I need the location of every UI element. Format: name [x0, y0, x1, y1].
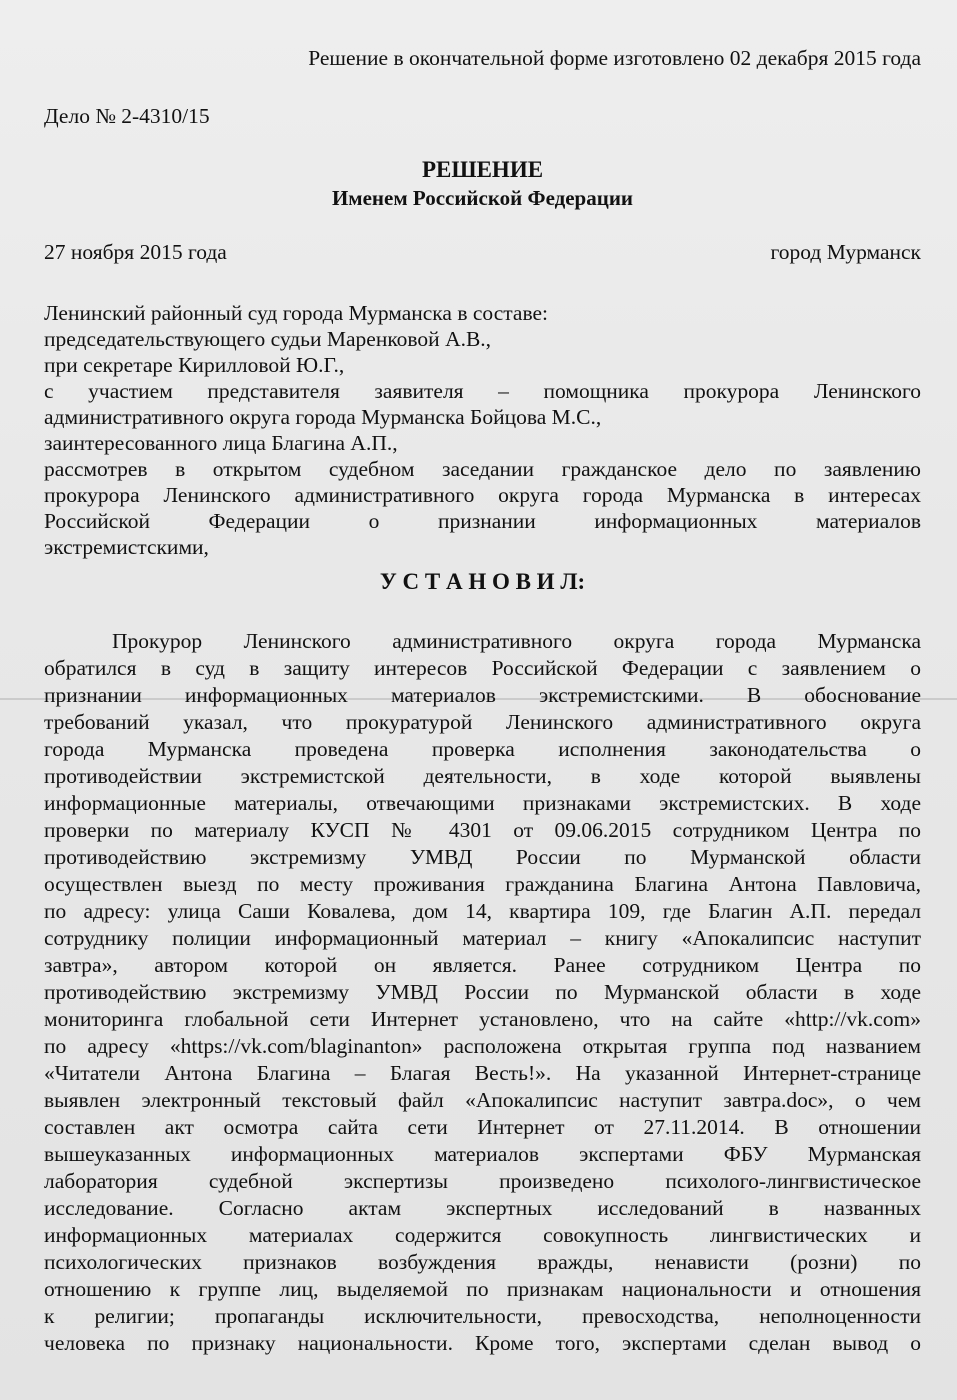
body-line: психологических признаков возбуждения вражды, ненависти (розни) по	[44, 1250, 921, 1274]
body-line: требований указал, что прокуратурой Ленинского административного округа	[44, 710, 921, 734]
body-line: выявлен электронный текстовый файл «Апокалипсис наступит завтра.doc», о чем	[44, 1088, 921, 1112]
header-note: Решение в окончательной форме изготовлено 02 декабря 2015 года	[308, 46, 921, 70]
decision-date: 27 ноября 2015 года	[44, 240, 227, 264]
court-line: Российской Федерации о признании информационных материалов	[44, 509, 921, 533]
body-line: обратился в суд в защиту интересов Российской Федерации с заявлением о	[44, 656, 921, 680]
case-number: Дело № 2-4310/15	[44, 104, 210, 128]
court-line: при секретаре Кирилловой Ю.Г.,	[44, 353, 345, 377]
body-line: противодействии экстремистской деятельности, в ходе которой выявлены	[44, 764, 921, 788]
court-line: председательствующего судьи Маренковой А.В.,	[44, 327, 492, 351]
court-line: рассмотрев в открытом судебном заседании гражданское дело по заявлению	[44, 457, 921, 481]
body-line: отношению к группе лиц, выделяемой по признакам национальности и отношения	[44, 1277, 921, 1301]
court-line: экстремистскими,	[44, 535, 209, 559]
body-line: признании информационных материалов экстремистскими. В обоснование	[44, 683, 921, 707]
body-line: составлен акт осмотра сайта сети Интернет от 27.11.2014. В отношении	[44, 1115, 921, 1139]
body-line: «Читатели Антона Благина – Благая Весть!». На указанной Интернет-странице	[44, 1061, 921, 1085]
court-line: заинтересованного лица Благина А.П.,	[44, 431, 398, 455]
court-line: с участием представителя заявителя – помощника прокурора Ленинского	[44, 379, 921, 403]
body-line: информационные материалы, отвечающими признаками экстремистских. В ходе	[44, 791, 921, 815]
body-line: сотруднику полиции информационный материал – книгу «Апокалипсис наступит	[44, 926, 921, 950]
body-line: противодействию экстремизму УМВД России по Мурманской области в ходе	[44, 980, 921, 1004]
body-line: вышеуказанных информационных материалов экспертами ФБУ Мурманская	[44, 1142, 921, 1166]
section-heading: У С Т А Н О В И Л:	[379, 569, 586, 594]
court-line: прокурора Ленинского административного округа города Мурманска в интересах	[44, 483, 921, 507]
body-line: человека по признаку национальности. Кроме того, экспертами сделан вывод о	[44, 1331, 921, 1355]
document-subtitle: Именем Российской Федерации	[331, 186, 634, 210]
decision-city: город Мурманск	[770, 240, 921, 264]
body-line: по адресу: улица Саши Ковалева, дом 14, квартира 109, где Благин А.П. передал	[44, 899, 921, 923]
court-line: Ленинский районный суд города Мурманска в составе:	[44, 301, 548, 325]
body-line: проверки по материалу КУСП № 4301 от 09.06.2015 сотрудником Центра по	[44, 818, 921, 842]
body-line: информационных материалах содержится совокупность лингвистических и	[44, 1223, 921, 1247]
body-line: исследование. Согласно актам экспертных исследований в названных	[44, 1196, 921, 1220]
document-title: РЕШЕНИЕ	[421, 157, 544, 182]
body-line: по адресу «https://vk.com/blaginanton» расположена открытая группа под названием	[44, 1034, 921, 1058]
body-line: осуществлен выезд по месту проживания гражданина Благина Антона Павловича,	[44, 872, 921, 896]
body-line: лаборатория судебной экспертизы произведено психолого-лингвистическое	[44, 1169, 921, 1193]
court-line: административного округа города Мурманска Бойцова М.С.,	[44, 405, 602, 429]
body-line: Прокурор Ленинского административного округа города Мурманска	[112, 629, 921, 653]
body-line: города Мурманска проведена проверка исполнения законодательства о	[44, 737, 921, 761]
body-line: завтра», автором которой он является. Ранее сотрудником Центра по	[44, 953, 921, 977]
body-line: мониторинга глобальной сети Интернет установлено, что на сайте «http://vk.com»	[44, 1007, 921, 1031]
body-line: противодействию экстремизму УМВД России по Мурманской области	[44, 845, 921, 869]
body-line: к религии; пропаганды исключительности, превосходства, неполноценности	[44, 1304, 921, 1328]
